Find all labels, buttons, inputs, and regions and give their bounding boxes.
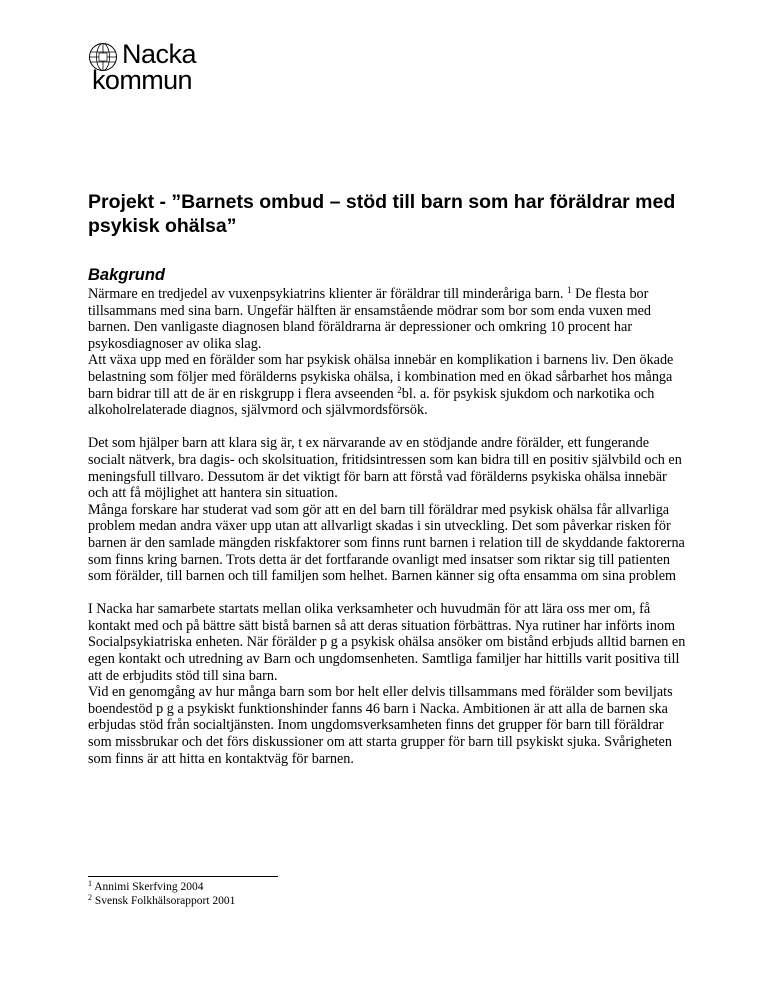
paragraph-1-text-b: De flesta bor tillsammans med sina barn. Ungefär hälften är ensamstående mödrar som bor som enda vuxen med barnen. Den vanligaste diagnosen bland föräldrarna är depressioner och omkring 10 procent har psykosdiagnoser av olika slag.	[88, 286, 651, 352]
footnote-2-text: Svensk Folkhälsorapport 2001	[94, 895, 236, 907]
paragraph-3-text-b: Vid en genomgång av hur många barn som bor helt eller delvis tillsammans med förälder som beviljats boendestöd p g a psykiskt funktionshinder fanns 46 barn i Nacka. Ambitionen är att alla de barnen ska erbjudas stöd från socialtjänsten. Inom ungdomsverksamheten finns det grupper för barn till föräldrar som missbrukar och det förs diskussioner om att starta grupper för barn till psykiskt sjuka. Svårigheten som finns är att hitta en kontaktväg för barnen.	[88, 684, 673, 767]
logo-line-kommun: kommun	[92, 65, 192, 95]
document-title: Projekt - ”Barnets ombud – stöd till barn som har föräldrar med psykisk ohälsa”	[88, 191, 676, 237]
nacka-kommun-logo	[88, 40, 218, 98]
footnote-ref-1: 1	[567, 285, 572, 295]
paragraph-2-text-b: Många forskare har studerat vad som gör att en del barn till föräldrar med psykisk ohälsa får allvarliga problem medan andra växer upp utan att allvarligt skadas i sin utveckling. Det som påverkar risken för barnen är den samlade mängden riskfaktorer som finns runt barnen i relation till de skyddande faktorerna som finns kring barnen. Trots detta är det fortfarande ovanligt med insatser som riktar sig till patienten som förälder, till barnen och till familjen som helhet. Barnen känner sig ofta ensamma om sina problem	[88, 501, 685, 585]
paragraph-2	[88, 435, 688, 584]
paragraph-1-text-a: Närmare en tredjedel av vuxenpsykiatrins klienter är föräldrar till minderåriga barn.	[88, 286, 564, 302]
document-body	[88, 286, 688, 784]
paragraph-1	[88, 286, 688, 419]
section-heading: Bakgrund	[88, 266, 166, 284]
footnote-1-text: Annimi Skerfving 2004	[94, 881, 204, 893]
footnote-2	[88, 894, 235, 908]
paragraph-1-text-c: Att växa upp med en förälder som har psykisk ohälsa innebär en komplikation i barnens liv. Den ökade belastning som följer med förälderns psykiska ohälsa, i kombination med en ökad sårbarhet hos många barn bidrar till att de är en riskgrupp i flera avseenden	[88, 352, 674, 402]
footnote-2-number: 2	[88, 893, 92, 902]
footnote-1	[88, 880, 235, 894]
paragraph-3-text-a: I Nacka har samarbete startats mellan olika verksamheter och huvudmän för att lära oss mer om, få kontakt med och på bättre sätt bistå barnen så att deras situation förbättras. Nya rutiner har införts inom Socialpsykiatriska enheten. När förälder p g a psykisk ohälsa ansöker om bistånd erbjuds alltid barnen en egen kontakt och utredning av Barn och ungdomsenheten. Samtliga familjer har hittills varit positiva till att de erbjudits stöd till sina barn.	[88, 601, 686, 684]
paragraph-1-text-d: bl. a. för psykisk sjukdom och narkotika och alkoholrelaterade diagnos, självmord och självmordsförsök.	[88, 385, 655, 419]
paragraph-2-text-a: Det som hjälper barn att klara sig är, t ex närvarande av en stödjande andre förälder, ett fungerande socialt nätverk, bra dagis- och skolsituation, fritidsintressen som kan bidra till en positiv självbild och en meningsfull tillvaro. Dessutom är det viktigt för barn att förstå vad förälderns psykiska ohälsa innebär och att få möjlighet att hantera sin situation.	[88, 435, 682, 502]
footnotes	[88, 880, 235, 908]
footnote-1-number: 1	[88, 879, 92, 888]
footnote-separator	[88, 876, 278, 877]
footnote-ref-2: 2	[397, 384, 402, 395]
paragraph-3	[88, 601, 688, 767]
logo-line-nacka: Nacka	[122, 39, 197, 69]
